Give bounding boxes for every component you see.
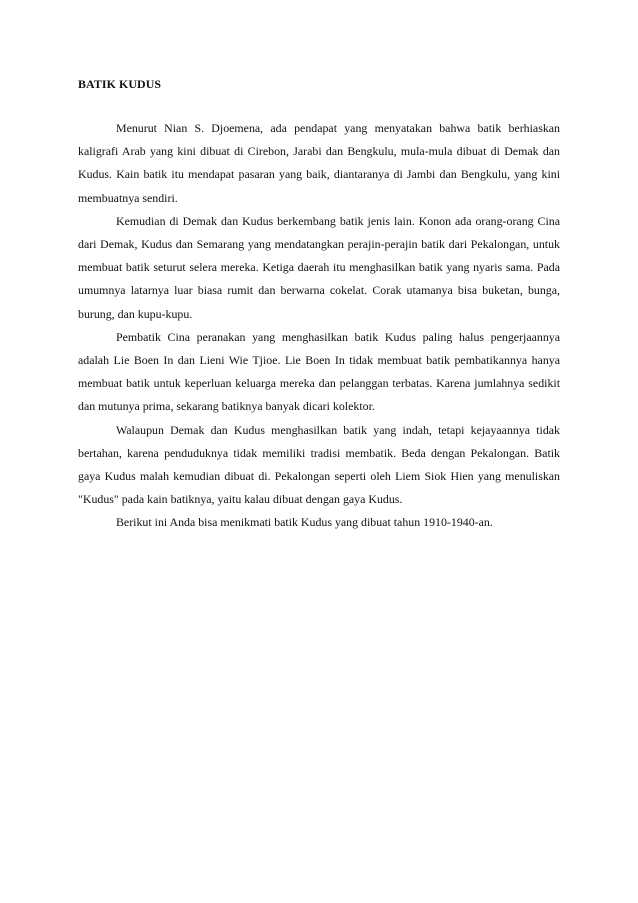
document-page: [78, 72, 560, 535]
title-spacer: [78, 96, 560, 117]
paragraph-5: Berikut ini Anda bisa menikmati batik Kudus yang dibuat tahun 1910-1940-an.: [116, 515, 493, 530]
paragraph-4: Walaupun Demak dan Kudus menghasilkan batik yang indah, tetapi kejayaannya tidak bertahan, karena penduduknya tidak memiliki tradisi membatik. Beda dengan Pekalongan. Batik gaya Kudus malah kemudian dibuat di. Pekalongan seperti oleh Liem Siok Hien yang menuliskan "Kudus" pada kain batiknya, yaitu kalau dibuat dengan gaya Kudus.: [78, 422, 560, 507]
paragraph-2: Kemudian di Demak dan Kudus berkembang batik jenis lain. Konon ada orang-orang Cina dari Demak, Kudus dan Semarang yang mendatangkan perajin-perajin batik dari Pekalongan, untuk membuat batik seturut selera mereka. Ketiga daerah itu menghasilkan batik yang nyaris sama. Pada umumnya latarnya luar biasa rumit dan berwarna cokelat. Corak utamanya bisa buketan, bunga, burung, dan kupu-kupu.: [78, 213, 560, 321]
paragraph-3: Pembatik Cina peranakan yang menghasilkan batik Kudus paling halus pengerjaannya adalah Lie Boen In dan Lieni Wie Tjioe. Lie Boen In tidak membuat batik pembatikannya hanya membuat batik untuk keperluan keluarga mereka dan pelanggan terbatas. Karena jumlahnya sedikit dan mutunya prima, sekarang batiknya banyak dicari kolektor.: [78, 329, 560, 414]
document-title: BATIK KUDUS: [78, 77, 162, 91]
paragraph-1: Menurut Nian S. Djoemena, ada pendapat yang menyatakan bahwa batik berhiaskan kaligrafi Arab yang kini dibuat di Cirebon, Jarabi dan Bengkulu, mula-mula dibuat di Demak dan Kudus. Kain batik itu mendapat pasaran yang baik, diantaranya di Jambi dan Bengkulu, yang kini membuatnya sendiri.: [78, 121, 560, 205]
